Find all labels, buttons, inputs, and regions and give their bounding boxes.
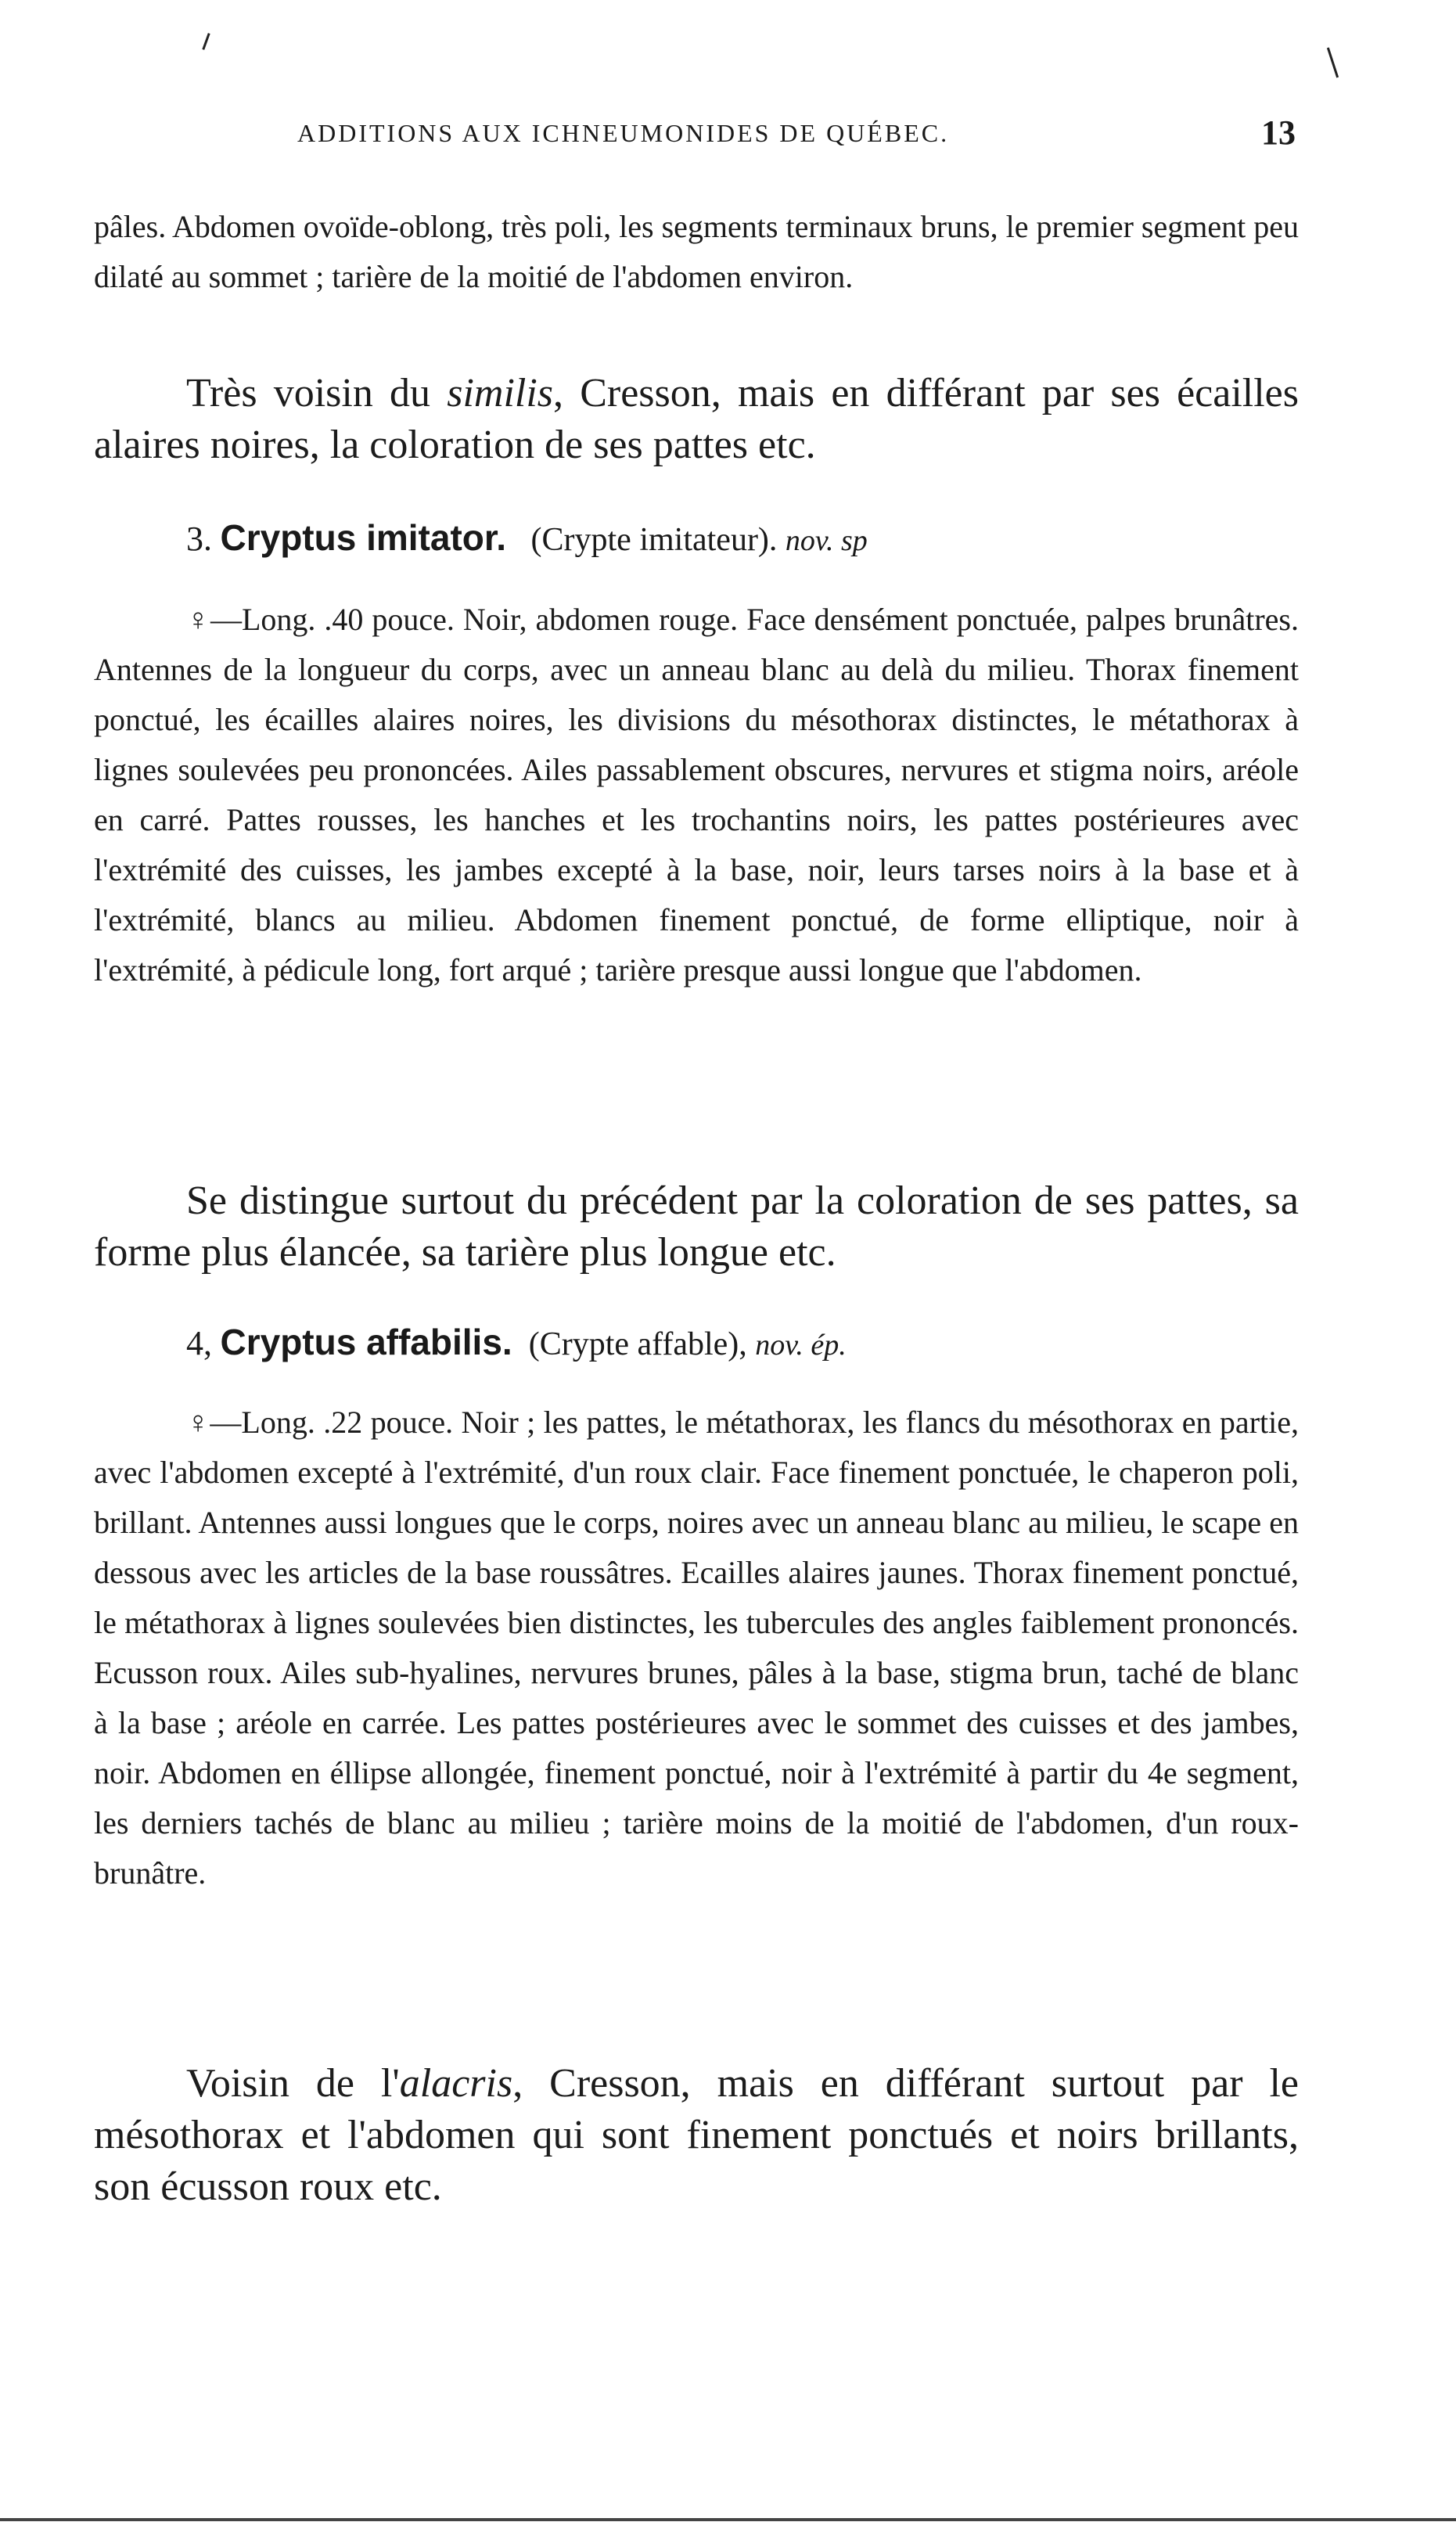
scan-mark-top-right [1327, 48, 1339, 78]
page-bottom-edge [0, 2518, 1456, 2521]
remark-text-start: Voisin de l' [186, 2061, 400, 2106]
species-status: nov. ép. [755, 1329, 847, 1362]
remark-text-start: Très voisin du [186, 371, 448, 416]
remark-text-end: , Cresson, mais en différant par ses écailles alaires noires, la coloration de ses pattes etc. [94, 371, 1299, 467]
species-common-name: (Crypte imitateur). [530, 522, 778, 558]
species-status: nov. sp [785, 524, 868, 557]
species-number: 4, [186, 1324, 212, 1362]
species-heading-imitator [186, 516, 868, 559]
paragraph-description-imitator: ♀—Long. .40 pouce. Noir, abdomen rouge. Face densément ponctuée, palpes brunâtres. Antennes de la longueur du corps, avec un anneau blanc au delà du milieu. Thorax finement ponctué, les écailles alaires noires, les divisions du mésothorax distinctes, le métathorax à lignes soulevées peu prononcées. Ailes passablement obscures, nervures et stigma noirs, aréole en carré. Pattes rousses, les hanches et les trochantins noirs, les pattes postérieures avec l'extrémité des cuisses, les jambes excepté à la base, noir, leurs tarses noirs à la base et à l'extrémité, blancs au milieu. Abdomen finement ponctué, de forme elliptique, noir à l'extrémité, à pédicule long, fort arqué ; tarière presque aussi longue que l'abdomen. [94, 602, 1299, 988]
paragraph-remark-imitator: Se distingue surtout du précédent par la coloration de ses pattes, sa forme plus élancée, sa tarière plus longue etc. [94, 1178, 1299, 1275]
species-name: Cryptus imitator. [220, 517, 507, 558]
species-number: 3. [186, 520, 212, 558]
paragraph-remark-similis [94, 368, 1299, 471]
paragraph-continuation: pâles. Abdomen ovoïde-oblong, très poli, les segments terminaux bruns, le premier segment peu dilaté au sommet ; tarière de la moitié de l'abdomen environ. [94, 209, 1299, 294]
paragraph-description-affabilis: ♀—Long. .22 pouce. Noir ; les pattes, le métathorax, les flancs du mésothorax en partie, avec l'abdomen excepté à l'extrémité, d'un roux clair. Face finement ponctuée, le chaperon poli, brillant. Antennes aussi longues que le corps, noires avec un anneau blanc au milieu, le scape en dessous avec les articles de la base roussâtres. Ecailles alaires jaunes. Thorax finement ponctué, le métathorax à lignes soulevées bien distinctes, les tubercules des angles faiblement prononcés. Ecusson roux. Ailes sub-hyalines, nervures brunes, pâles à la base, stigma brun, taché de blanc à la base ; aréole en carrée. Les pattes postérieures avec le sommet des cuisses et des jambes, noir. Abdomen en éllipse allongée, finement ponctué, noir à l'extrémité à partir du 4e segment, les derniers tachés de blanc au milieu ; tarière moins de la moitié de l'abdomen, d'un roux-brunâtre. [94, 1405, 1299, 1891]
species-common-name: (Crypte affable), [528, 1326, 747, 1362]
species-name: Cryptus affabilis. [220, 1322, 512, 1362]
remark-text-end: , Cresson, mais en différant surtout par le mésothorax et l'abdomen qui sont finement ponctués et noirs brillants, son écusson roux etc. [94, 2061, 1299, 2209]
species-reference-similis: similis [447, 371, 554, 416]
paragraph-remark-alacris [94, 2058, 1299, 2213]
page-number: 13 [1261, 113, 1296, 152]
species-heading-affabilis [186, 1321, 847, 1363]
scan-mark-top-left [202, 33, 210, 50]
running-title: ADDITIONS AUX ICHNEUMONIDES DE QUÉBEC. [297, 119, 950, 147]
species-reference-alacris: alacris [399, 2061, 513, 2106]
